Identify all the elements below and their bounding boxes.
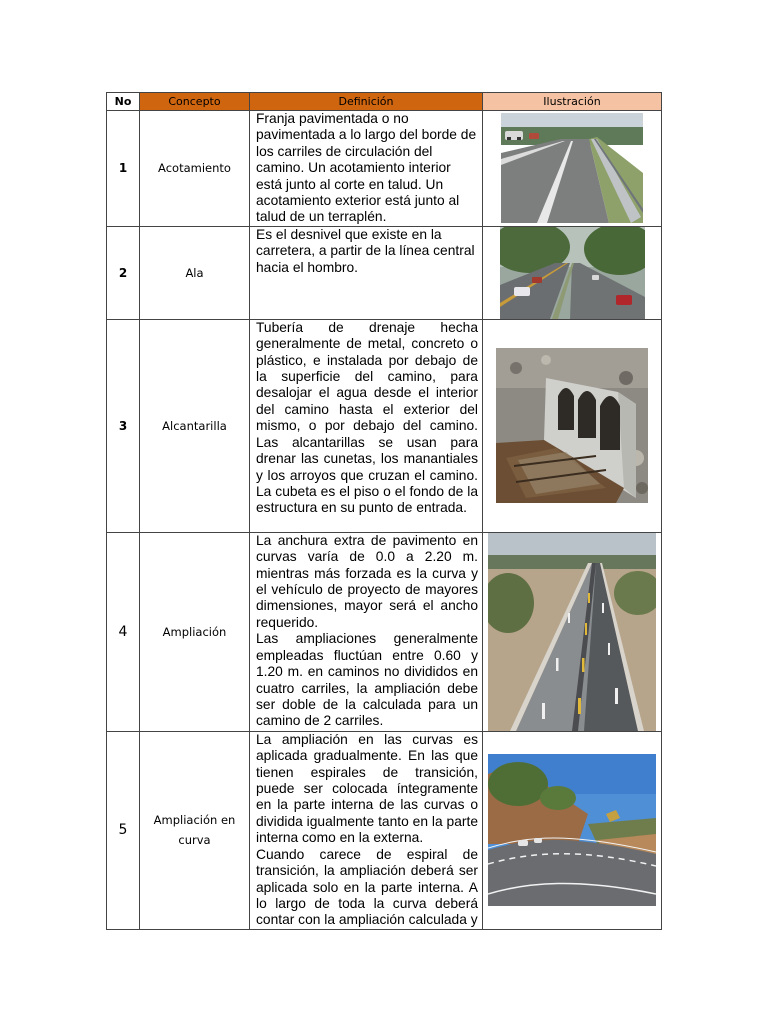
header-no: No bbox=[107, 93, 140, 111]
table-row bbox=[107, 319, 662, 532]
curved-road-photo bbox=[483, 731, 662, 929]
highway-shoulder-image bbox=[501, 113, 643, 223]
divided-highway-image bbox=[500, 227, 645, 319]
definition-text: La ampliación en las curvas es aplicada gradualmente. En las que tienen espirales de transición, puede ser colocada íntegramente en la parte interna de las curvas o dividida igualmente tanto en la parte interna como en la externa. Cuando carece de espiral de transición, la ampliación deberá ser aplicada solo en la parte interna. A lo largo de toda la curva deberá contar con la ampliación calculada y bbox=[250, 731, 483, 929]
culvert-image bbox=[496, 348, 648, 503]
definition-text: Tubería de drenaje hecha generalmente de metal, concreto o plástico, e instalada por debajo de la superficie del camino, para desalojar el agua desde el interior del camino hasta el exterior del mismo, o por debajo del camino. Las alcantarillas se usan para drenar las cunetas, los manantiales y los arroyos que cruzan el camino. La cubeta es el piso o el fondo de la estructura en su punto de entrada. bbox=[250, 319, 483, 532]
concept-term: Ampliación bbox=[140, 532, 250, 731]
table-header-row bbox=[107, 93, 662, 111]
concept-term: Alcantarilla bbox=[140, 319, 250, 532]
table-row bbox=[107, 532, 662, 731]
row-number: 3 bbox=[107, 319, 140, 532]
definition-text: Es el desnivel que existe en la carretera, a partir de la línea central hacia el hombro. bbox=[250, 226, 483, 319]
definition-text: La anchura extra de pavimento en curvas varía de 0.0 a 2.20 m. mientras más forzada es la curva y el vehículo de proyecto de mayores dimensiones, mayor será el ancho requerido. Las ampliaciones generalmente empleadas fluctúan entre 0.60 y 1.20 m. en caminos no divididos en cuatro carriles, la ampliación debe ser doble de la calculada para un camino de 2 carriles. bbox=[250, 532, 483, 731]
glossary-table bbox=[106, 92, 662, 930]
row-number: 4 bbox=[107, 532, 140, 731]
header-ilustracion: Ilustración bbox=[483, 93, 662, 111]
highway-shoulder-photo bbox=[483, 111, 662, 227]
curved-road-image bbox=[488, 754, 656, 906]
definition-text: Franja pavimentada o no pavimentada a lo largo del borde de los carriles de circulación del camino. Un acotamiento interior está junto al corte en talud. Un acotamiento exterior está junto al talud de un terraplén. bbox=[250, 111, 483, 227]
widened-road-photo bbox=[483, 532, 662, 731]
divided-highway-photo bbox=[483, 226, 662, 319]
concept-term: Acotamiento bbox=[140, 111, 250, 227]
concept-term: Ampliación en curva bbox=[140, 731, 250, 929]
table-row bbox=[107, 731, 662, 929]
culvert-photo bbox=[483, 319, 662, 532]
concept-term: Ala bbox=[140, 226, 250, 319]
header-concepto: Concepto bbox=[140, 93, 250, 111]
table-row bbox=[107, 226, 662, 319]
table-row bbox=[107, 111, 662, 227]
row-number: 1 bbox=[107, 111, 140, 227]
widened-road-image bbox=[488, 533, 656, 731]
row-number: 2 bbox=[107, 226, 140, 319]
row-number: 5 bbox=[107, 731, 140, 929]
header-definicion: Definición bbox=[250, 93, 483, 111]
